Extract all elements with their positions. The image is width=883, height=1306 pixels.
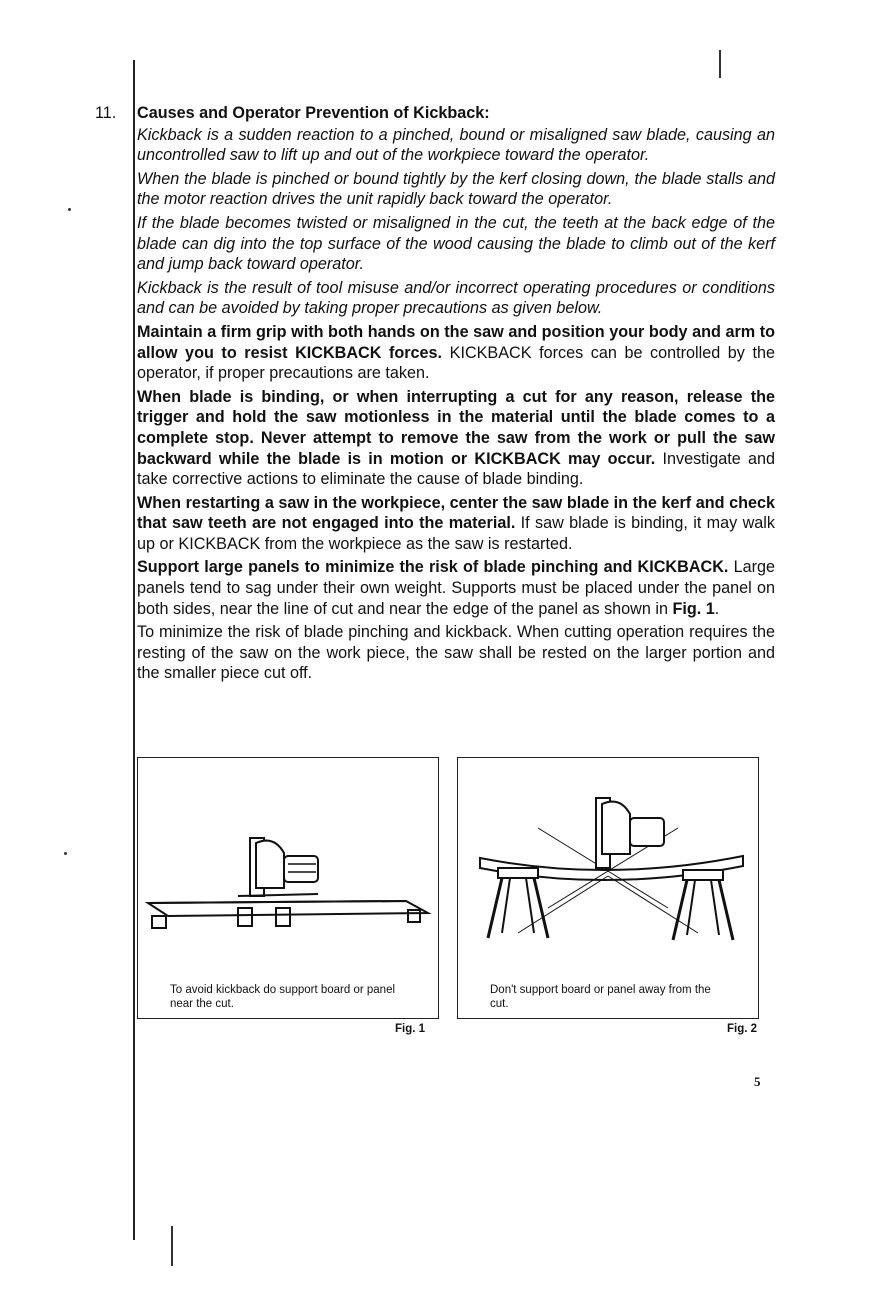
stray-mark [171,1226,173,1266]
paragraph-blade-pinched: When the blade is pinched or bound tightly by the kerf closing down, the blade stalls and the motor reaction drives the unit rapidly back toward the operator. [137,169,775,209]
firm-grip-bold: Maintain a firm grip with both hands on the saw and position your body and arm to allow you to resist KICKBACK forces. [137,322,775,362]
figures-area [137,757,777,1035]
firm-grip-text: KICKBACK forces can be controlled by the operator, if proper precautions are taken. [137,343,775,383]
blade-binding-text: Investigate and take corrective actions to eliminate the cause of blade binding. [137,449,776,489]
stray-mark [719,50,721,78]
figure-2 [457,757,759,1019]
fig2-caption: Don't support board or panel away from the cut. [490,984,711,1010]
restarting-bold: When restarting a saw in the workpiece, center the saw blade in the kerf and check that saw teeth are not engaged into the material. [137,493,775,533]
fig1-label: Fig. 1 [395,1023,426,1035]
paragraph-restarting [137,493,775,555]
page-number: 5 [754,1074,761,1089]
blade-binding-bold: When blade is binding, or when interrupting a cut for any reason, release the trigger and hold the saw motionless in the material until the blade comes to a complete stop. Never attempt to remove the saw from the work or pull the saw backward while the blade is in motion or KICKBACK may occur. [137,387,775,468]
paragraph-blade-binding [137,387,775,490]
section-content [95,103,775,687]
stray-dot [64,852,67,855]
fig2-illustration [458,758,758,1018]
support-panels-bold: Support large panels to minimize the risk of blade pinching and KICKBACK. [137,558,729,577]
paragraph-blade-twisted: If the blade becomes twisted or misaligned in the cut, the teeth at the back edge of the blade can dig into the top surface of the wood causing the blade to climb out of the kerf and jump back toward operator. [137,213,775,274]
paragraph-kickback-result: Kickback is the result of tool misuse and/or incorrect operating procedures or conditions and can be avoided by taking proper precautions as given below. [137,278,775,318]
figure-1 [137,757,439,1019]
paragraph-minimize-risk: To minimize the risk of blade pinching and kickback. When cutting operation requires the resting of the saw on the work piece, the saw shall be rested on the larger portion and the smaller piece cut off. [137,623,775,683]
paragraph-kickback-definition: Kickback is a sudden reaction to a pinched, bound or misaligned saw blade, causing an uncontrolled saw to lift up and out of the workpiece toward the operator. [137,125,775,165]
support-panels-end: . [714,599,720,618]
fig2-label: Fig. 2 [727,1023,758,1035]
section-body [137,125,775,684]
paragraph-firm-grip [137,322,775,384]
section-title: Causes and Operator Prevention of Kickback: [137,104,490,122]
fig1-illustration [138,758,438,1018]
support-panels-text: Large panels tend to sag under their own weight. Supports must be placed under the panel on both sides, near the line of cut and near the edge of the panel as shown in [137,558,775,618]
paragraph-support-panels [137,557,775,619]
fig1-reference: Fig. 1 [672,599,715,618]
stray-dot [68,208,71,211]
restarting-text: If saw blade is binding, it may walk up or KICKBACK from the workpiece as the saw is restarted. [137,514,775,553]
section-number: 11. [95,104,117,122]
fig1-caption: To avoid kickback do support board or panel near the cut. [170,984,396,1010]
section-heading [95,103,775,124]
